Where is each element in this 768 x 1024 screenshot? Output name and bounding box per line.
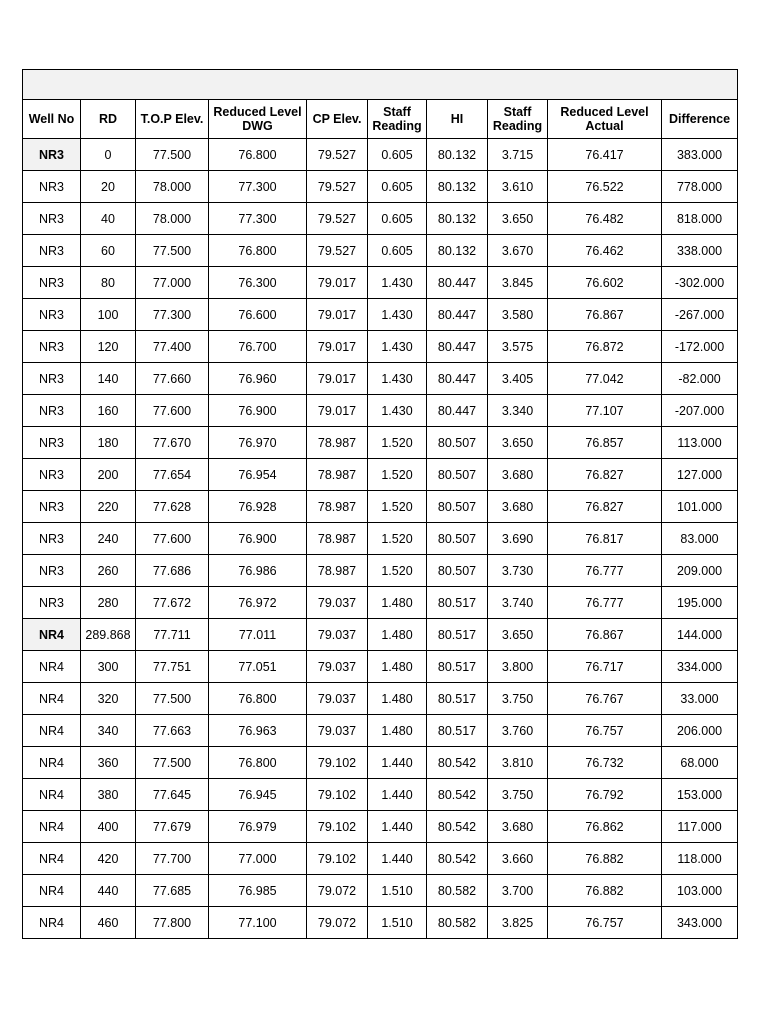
cell-staff-reading-fore: 3.715 bbox=[488, 139, 548, 171]
cell-staff-reading-back: 1.520 bbox=[368, 427, 427, 459]
cell-reduced-level-actual: 76.792 bbox=[548, 779, 662, 811]
cell-cp-elev: 79.017 bbox=[307, 299, 368, 331]
cell-well-no: NR3 bbox=[23, 523, 81, 555]
cell-difference: 33.000 bbox=[662, 683, 738, 715]
cell-reduced-level-actual: 76.882 bbox=[548, 875, 662, 907]
cell-difference: -267.000 bbox=[662, 299, 738, 331]
cell-cp-elev: 79.037 bbox=[307, 651, 368, 683]
cell-staff-reading-back: 0.605 bbox=[368, 235, 427, 267]
cell-staff-reading-back: 1.480 bbox=[368, 587, 427, 619]
cell-hi: 80.542 bbox=[427, 811, 488, 843]
cell-cp-elev: 79.102 bbox=[307, 747, 368, 779]
cell-top-elev: 77.751 bbox=[136, 651, 209, 683]
cell-difference: -82.000 bbox=[662, 363, 738, 395]
cell-well-no: NR4 bbox=[23, 715, 81, 747]
cell-staff-reading-fore: 3.680 bbox=[488, 459, 548, 491]
table-row bbox=[23, 555, 738, 587]
cell-reduced-level-actual: 76.827 bbox=[548, 491, 662, 523]
cell-hi: 80.507 bbox=[427, 523, 488, 555]
cell-reduced-level-actual: 76.827 bbox=[548, 459, 662, 491]
cell-reduced-level-dwg: 76.985 bbox=[209, 875, 307, 907]
cell-reduced-level-dwg: 76.928 bbox=[209, 491, 307, 523]
cell-rd: 300 bbox=[81, 651, 136, 683]
cell-top-elev: 77.600 bbox=[136, 523, 209, 555]
cell-cp-elev: 79.527 bbox=[307, 171, 368, 203]
cell-staff-reading-back: 1.520 bbox=[368, 555, 427, 587]
table-row bbox=[23, 843, 738, 875]
cell-reduced-level-dwg: 76.800 bbox=[209, 139, 307, 171]
cell-staff-reading-back: 1.480 bbox=[368, 715, 427, 747]
header-reduced-level-dwg: Reduced Level DWG bbox=[209, 100, 307, 139]
cell-reduced-level-actual: 76.732 bbox=[548, 747, 662, 779]
cell-top-elev: 77.711 bbox=[136, 619, 209, 651]
cell-cp-elev: 79.017 bbox=[307, 363, 368, 395]
cell-well-no: NR3 bbox=[23, 491, 81, 523]
survey-level-sheet bbox=[22, 69, 737, 939]
cell-reduced-level-dwg: 76.945 bbox=[209, 779, 307, 811]
cell-top-elev: 77.500 bbox=[136, 747, 209, 779]
cell-cp-elev: 79.102 bbox=[307, 811, 368, 843]
cell-difference: 103.000 bbox=[662, 875, 738, 907]
cell-cp-elev: 79.072 bbox=[307, 907, 368, 939]
cell-well-no: NR3 bbox=[23, 555, 81, 587]
cell-well-no: NR3 bbox=[23, 267, 81, 299]
cell-well-no: NR4 bbox=[23, 811, 81, 843]
cell-rd: 260 bbox=[81, 555, 136, 587]
cell-hi: 80.507 bbox=[427, 555, 488, 587]
cell-rd: 80 bbox=[81, 267, 136, 299]
cell-difference: -302.000 bbox=[662, 267, 738, 299]
cell-reduced-level-dwg: 77.000 bbox=[209, 843, 307, 875]
cell-rd: 360 bbox=[81, 747, 136, 779]
cell-well-no: NR3 bbox=[23, 203, 81, 235]
cell-staff-reading-back: 1.430 bbox=[368, 299, 427, 331]
table-title bbox=[23, 70, 738, 100]
cell-cp-elev: 79.017 bbox=[307, 267, 368, 299]
table-row bbox=[23, 203, 738, 235]
header-top-elev: T.O.P Elev. bbox=[136, 100, 209, 139]
header-reduced-level-actual: Reduced Level Actual bbox=[548, 100, 662, 139]
cell-cp-elev: 79.037 bbox=[307, 587, 368, 619]
cell-top-elev: 77.500 bbox=[136, 683, 209, 715]
cell-staff-reading-fore: 3.575 bbox=[488, 331, 548, 363]
cell-staff-reading-back: 0.605 bbox=[368, 203, 427, 235]
table-row bbox=[23, 491, 738, 523]
cell-reduced-level-actual: 76.462 bbox=[548, 235, 662, 267]
cell-top-elev: 77.660 bbox=[136, 363, 209, 395]
cell-top-elev: 78.000 bbox=[136, 171, 209, 203]
cell-cp-elev: 79.527 bbox=[307, 139, 368, 171]
cell-staff-reading-fore: 3.810 bbox=[488, 747, 548, 779]
cell-rd: 200 bbox=[81, 459, 136, 491]
cell-difference: 209.000 bbox=[662, 555, 738, 587]
cell-reduced-level-dwg: 77.051 bbox=[209, 651, 307, 683]
cell-hi: 80.517 bbox=[427, 587, 488, 619]
cell-top-elev: 77.700 bbox=[136, 843, 209, 875]
table-row bbox=[23, 459, 738, 491]
cell-rd: 180 bbox=[81, 427, 136, 459]
cell-reduced-level-dwg: 77.011 bbox=[209, 619, 307, 651]
cell-well-no: NR3 bbox=[23, 171, 81, 203]
cell-difference: -207.000 bbox=[662, 395, 738, 427]
cell-reduced-level-dwg: 77.100 bbox=[209, 907, 307, 939]
cell-well-no: NR3 bbox=[23, 427, 81, 459]
cell-hi: 80.447 bbox=[427, 395, 488, 427]
table-row bbox=[23, 715, 738, 747]
cell-staff-reading-fore: 3.845 bbox=[488, 267, 548, 299]
cell-staff-reading-fore: 3.680 bbox=[488, 811, 548, 843]
cell-reduced-level-dwg: 76.979 bbox=[209, 811, 307, 843]
cell-reduced-level-actual: 76.757 bbox=[548, 715, 662, 747]
cell-staff-reading-fore: 3.650 bbox=[488, 427, 548, 459]
cell-rd: 20 bbox=[81, 171, 136, 203]
cell-staff-reading-back: 1.520 bbox=[368, 459, 427, 491]
cell-difference: 68.000 bbox=[662, 747, 738, 779]
cell-staff-reading-back: 1.440 bbox=[368, 843, 427, 875]
cell-hi: 80.447 bbox=[427, 363, 488, 395]
cell-well-no: NR3 bbox=[23, 139, 81, 171]
cell-reduced-level-actual: 76.757 bbox=[548, 907, 662, 939]
cell-rd: 380 bbox=[81, 779, 136, 811]
cell-well-no: NR3 bbox=[23, 299, 81, 331]
cell-well-no: NR4 bbox=[23, 875, 81, 907]
cell-reduced-level-dwg: 76.300 bbox=[209, 267, 307, 299]
header-row bbox=[23, 100, 738, 139]
cell-staff-reading-back: 1.430 bbox=[368, 395, 427, 427]
cell-hi: 80.517 bbox=[427, 683, 488, 715]
cell-top-elev: 77.500 bbox=[136, 139, 209, 171]
cell-hi: 80.582 bbox=[427, 875, 488, 907]
cell-staff-reading-back: 1.440 bbox=[368, 811, 427, 843]
cell-top-elev: 78.000 bbox=[136, 203, 209, 235]
cell-rd: 220 bbox=[81, 491, 136, 523]
cell-top-elev: 77.400 bbox=[136, 331, 209, 363]
cell-rd: 160 bbox=[81, 395, 136, 427]
cell-reduced-level-dwg: 76.972 bbox=[209, 587, 307, 619]
header-difference: Difference bbox=[662, 100, 738, 139]
cell-rd: 440 bbox=[81, 875, 136, 907]
cell-difference: 113.000 bbox=[662, 427, 738, 459]
cell-staff-reading-back: 1.440 bbox=[368, 747, 427, 779]
cell-cp-elev: 79.527 bbox=[307, 235, 368, 267]
cell-reduced-level-actual: 77.042 bbox=[548, 363, 662, 395]
cell-top-elev: 77.679 bbox=[136, 811, 209, 843]
cell-hi: 80.507 bbox=[427, 491, 488, 523]
table-row bbox=[23, 651, 738, 683]
cell-staff-reading-fore: 3.730 bbox=[488, 555, 548, 587]
cell-rd: 0 bbox=[81, 139, 136, 171]
cell-cp-elev: 78.987 bbox=[307, 555, 368, 587]
cell-rd: 460 bbox=[81, 907, 136, 939]
header-well-no: Well No bbox=[23, 100, 81, 139]
table-row bbox=[23, 363, 738, 395]
cell-staff-reading-back: 1.520 bbox=[368, 491, 427, 523]
levels-table bbox=[22, 69, 738, 939]
cell-difference: 101.000 bbox=[662, 491, 738, 523]
cell-top-elev: 77.686 bbox=[136, 555, 209, 587]
cell-rd: 100 bbox=[81, 299, 136, 331]
cell-rd: 120 bbox=[81, 331, 136, 363]
cell-top-elev: 77.645 bbox=[136, 779, 209, 811]
table-row bbox=[23, 779, 738, 811]
cell-staff-reading-fore: 3.680 bbox=[488, 491, 548, 523]
cell-cp-elev: 79.527 bbox=[307, 203, 368, 235]
cell-top-elev: 77.600 bbox=[136, 395, 209, 427]
cell-hi: 80.507 bbox=[427, 427, 488, 459]
table-row bbox=[23, 811, 738, 843]
cell-difference: 83.000 bbox=[662, 523, 738, 555]
cell-difference: 144.000 bbox=[662, 619, 738, 651]
table-row bbox=[23, 587, 738, 619]
cell-reduced-level-dwg: 76.986 bbox=[209, 555, 307, 587]
table-row bbox=[23, 683, 738, 715]
cell-top-elev: 77.672 bbox=[136, 587, 209, 619]
cell-well-no: NR4 bbox=[23, 843, 81, 875]
cell-rd: 60 bbox=[81, 235, 136, 267]
table-row bbox=[23, 267, 738, 299]
cell-difference: 778.000 bbox=[662, 171, 738, 203]
table-row bbox=[23, 747, 738, 779]
cell-reduced-level-actual: 76.602 bbox=[548, 267, 662, 299]
cell-rd: 320 bbox=[81, 683, 136, 715]
cell-hi: 80.542 bbox=[427, 747, 488, 779]
cell-reduced-level-dwg: 76.800 bbox=[209, 747, 307, 779]
table-row bbox=[23, 139, 738, 171]
cell-hi: 80.542 bbox=[427, 779, 488, 811]
cell-hi: 80.447 bbox=[427, 267, 488, 299]
cell-reduced-level-actual: 76.417 bbox=[548, 139, 662, 171]
cell-staff-reading-back: 1.430 bbox=[368, 363, 427, 395]
cell-well-no: NR3 bbox=[23, 587, 81, 619]
cell-rd: 40 bbox=[81, 203, 136, 235]
cell-staff-reading-fore: 3.690 bbox=[488, 523, 548, 555]
cell-staff-reading-fore: 3.580 bbox=[488, 299, 548, 331]
cell-cp-elev: 78.987 bbox=[307, 491, 368, 523]
table-row bbox=[23, 875, 738, 907]
cell-well-no: NR3 bbox=[23, 363, 81, 395]
cell-reduced-level-dwg: 76.800 bbox=[209, 683, 307, 715]
cell-staff-reading-back: 0.605 bbox=[368, 139, 427, 171]
cell-staff-reading-fore: 3.650 bbox=[488, 203, 548, 235]
cell-difference: 343.000 bbox=[662, 907, 738, 939]
cell-reduced-level-dwg: 77.300 bbox=[209, 171, 307, 203]
cell-cp-elev: 79.072 bbox=[307, 875, 368, 907]
cell-staff-reading-back: 1.430 bbox=[368, 267, 427, 299]
cell-reduced-level-actual: 76.857 bbox=[548, 427, 662, 459]
cell-reduced-level-actual: 77.107 bbox=[548, 395, 662, 427]
cell-cp-elev: 79.037 bbox=[307, 619, 368, 651]
cell-top-elev: 77.663 bbox=[136, 715, 209, 747]
cell-staff-reading-back: 1.510 bbox=[368, 875, 427, 907]
cell-reduced-level-dwg: 76.900 bbox=[209, 523, 307, 555]
cell-top-elev: 77.500 bbox=[136, 235, 209, 267]
cell-staff-reading-back: 1.510 bbox=[368, 907, 427, 939]
cell-staff-reading-fore: 3.660 bbox=[488, 843, 548, 875]
cell-cp-elev: 78.987 bbox=[307, 523, 368, 555]
cell-top-elev: 77.000 bbox=[136, 267, 209, 299]
cell-staff-reading-fore: 3.340 bbox=[488, 395, 548, 427]
cell-well-no: NR4 bbox=[23, 779, 81, 811]
cell-hi: 80.517 bbox=[427, 651, 488, 683]
header-staff-reading-back: Staff Reading bbox=[368, 100, 427, 139]
cell-reduced-level-dwg: 77.300 bbox=[209, 203, 307, 235]
cell-reduced-level-dwg: 76.600 bbox=[209, 299, 307, 331]
cell-reduced-level-actual: 76.777 bbox=[548, 587, 662, 619]
cell-well-no: NR4 bbox=[23, 683, 81, 715]
cell-reduced-level-dwg: 76.700 bbox=[209, 331, 307, 363]
cell-well-no: NR3 bbox=[23, 235, 81, 267]
cell-staff-reading-fore: 3.700 bbox=[488, 875, 548, 907]
cell-top-elev: 77.654 bbox=[136, 459, 209, 491]
cell-difference: 383.000 bbox=[662, 139, 738, 171]
cell-rd: 240 bbox=[81, 523, 136, 555]
cell-staff-reading-back: 0.605 bbox=[368, 171, 427, 203]
cell-staff-reading-fore: 3.610 bbox=[488, 171, 548, 203]
cell-cp-elev: 79.037 bbox=[307, 715, 368, 747]
cell-top-elev: 77.670 bbox=[136, 427, 209, 459]
cell-rd: 420 bbox=[81, 843, 136, 875]
cell-top-elev: 77.685 bbox=[136, 875, 209, 907]
cell-staff-reading-fore: 3.670 bbox=[488, 235, 548, 267]
cell-cp-elev: 79.017 bbox=[307, 331, 368, 363]
header-cp-elev: CP Elev. bbox=[307, 100, 368, 139]
header-rd: RD bbox=[81, 100, 136, 139]
cell-reduced-level-actual: 76.482 bbox=[548, 203, 662, 235]
cell-reduced-level-dwg: 76.954 bbox=[209, 459, 307, 491]
cell-rd: 400 bbox=[81, 811, 136, 843]
cell-hi: 80.517 bbox=[427, 619, 488, 651]
cell-hi: 80.447 bbox=[427, 299, 488, 331]
table-row bbox=[23, 619, 738, 651]
cell-staff-reading-fore: 3.750 bbox=[488, 683, 548, 715]
cell-reduced-level-actual: 76.867 bbox=[548, 299, 662, 331]
header-hi: HI bbox=[427, 100, 488, 139]
table-body bbox=[23, 139, 738, 939]
table-row bbox=[23, 395, 738, 427]
cell-difference: -172.000 bbox=[662, 331, 738, 363]
cell-cp-elev: 79.102 bbox=[307, 843, 368, 875]
table-row bbox=[23, 427, 738, 459]
cell-staff-reading-back: 1.440 bbox=[368, 779, 427, 811]
cell-rd: 289.868 bbox=[81, 619, 136, 651]
cell-hi: 80.542 bbox=[427, 843, 488, 875]
table-row bbox=[23, 331, 738, 363]
cell-difference: 117.000 bbox=[662, 811, 738, 843]
cell-hi: 80.517 bbox=[427, 715, 488, 747]
cell-reduced-level-actual: 76.777 bbox=[548, 555, 662, 587]
cell-hi: 80.582 bbox=[427, 907, 488, 939]
cell-reduced-level-dwg: 76.800 bbox=[209, 235, 307, 267]
cell-cp-elev: 78.987 bbox=[307, 427, 368, 459]
table-row bbox=[23, 235, 738, 267]
cell-top-elev: 77.628 bbox=[136, 491, 209, 523]
cell-cp-elev: 79.102 bbox=[307, 779, 368, 811]
cell-difference: 127.000 bbox=[662, 459, 738, 491]
cell-well-no: NR4 bbox=[23, 907, 81, 939]
cell-reduced-level-actual: 76.872 bbox=[548, 331, 662, 363]
cell-hi: 80.507 bbox=[427, 459, 488, 491]
cell-difference: 195.000 bbox=[662, 587, 738, 619]
cell-staff-reading-fore: 3.750 bbox=[488, 779, 548, 811]
cell-staff-reading-fore: 3.760 bbox=[488, 715, 548, 747]
cell-staff-reading-fore: 3.800 bbox=[488, 651, 548, 683]
table-row bbox=[23, 907, 738, 939]
cell-staff-reading-back: 1.480 bbox=[368, 651, 427, 683]
cell-cp-elev: 78.987 bbox=[307, 459, 368, 491]
cell-hi: 80.132 bbox=[427, 171, 488, 203]
cell-cp-elev: 79.017 bbox=[307, 395, 368, 427]
cell-reduced-level-actual: 76.767 bbox=[548, 683, 662, 715]
cell-hi: 80.132 bbox=[427, 139, 488, 171]
cell-staff-reading-back: 1.520 bbox=[368, 523, 427, 555]
cell-difference: 118.000 bbox=[662, 843, 738, 875]
cell-difference: 153.000 bbox=[662, 779, 738, 811]
table-row bbox=[23, 171, 738, 203]
cell-top-elev: 77.300 bbox=[136, 299, 209, 331]
cell-difference: 334.000 bbox=[662, 651, 738, 683]
cell-difference: 206.000 bbox=[662, 715, 738, 747]
cell-staff-reading-fore: 3.825 bbox=[488, 907, 548, 939]
table-row bbox=[23, 523, 738, 555]
cell-staff-reading-fore: 3.650 bbox=[488, 619, 548, 651]
cell-well-no: NR3 bbox=[23, 459, 81, 491]
cell-well-no: NR3 bbox=[23, 395, 81, 427]
cell-hi: 80.132 bbox=[427, 203, 488, 235]
cell-staff-reading-fore: 3.740 bbox=[488, 587, 548, 619]
cell-rd: 340 bbox=[81, 715, 136, 747]
title-row bbox=[23, 70, 738, 100]
cell-well-no: NR4 bbox=[23, 651, 81, 683]
cell-reduced-level-actual: 76.862 bbox=[548, 811, 662, 843]
cell-rd: 140 bbox=[81, 363, 136, 395]
cell-difference: 338.000 bbox=[662, 235, 738, 267]
header-staff-reading-fore: Staff Reading bbox=[488, 100, 548, 139]
cell-reduced-level-actual: 76.522 bbox=[548, 171, 662, 203]
cell-hi: 80.132 bbox=[427, 235, 488, 267]
cell-well-no: NR3 bbox=[23, 331, 81, 363]
cell-well-no: NR4 bbox=[23, 619, 81, 651]
cell-reduced-level-actual: 76.817 bbox=[548, 523, 662, 555]
cell-staff-reading-back: 1.430 bbox=[368, 331, 427, 363]
cell-staff-reading-back: 1.480 bbox=[368, 683, 427, 715]
cell-reduced-level-actual: 76.717 bbox=[548, 651, 662, 683]
cell-rd: 280 bbox=[81, 587, 136, 619]
cell-difference: 818.000 bbox=[662, 203, 738, 235]
cell-reduced-level-dwg: 76.970 bbox=[209, 427, 307, 459]
cell-reduced-level-actual: 76.882 bbox=[548, 843, 662, 875]
cell-reduced-level-dwg: 76.960 bbox=[209, 363, 307, 395]
cell-staff-reading-back: 1.480 bbox=[368, 619, 427, 651]
table-row bbox=[23, 299, 738, 331]
cell-staff-reading-fore: 3.405 bbox=[488, 363, 548, 395]
cell-hi: 80.447 bbox=[427, 331, 488, 363]
cell-well-no: NR4 bbox=[23, 747, 81, 779]
cell-reduced-level-dwg: 76.963 bbox=[209, 715, 307, 747]
cell-reduced-level-dwg: 76.900 bbox=[209, 395, 307, 427]
cell-cp-elev: 79.037 bbox=[307, 683, 368, 715]
cell-top-elev: 77.800 bbox=[136, 907, 209, 939]
cell-reduced-level-actual: 76.867 bbox=[548, 619, 662, 651]
